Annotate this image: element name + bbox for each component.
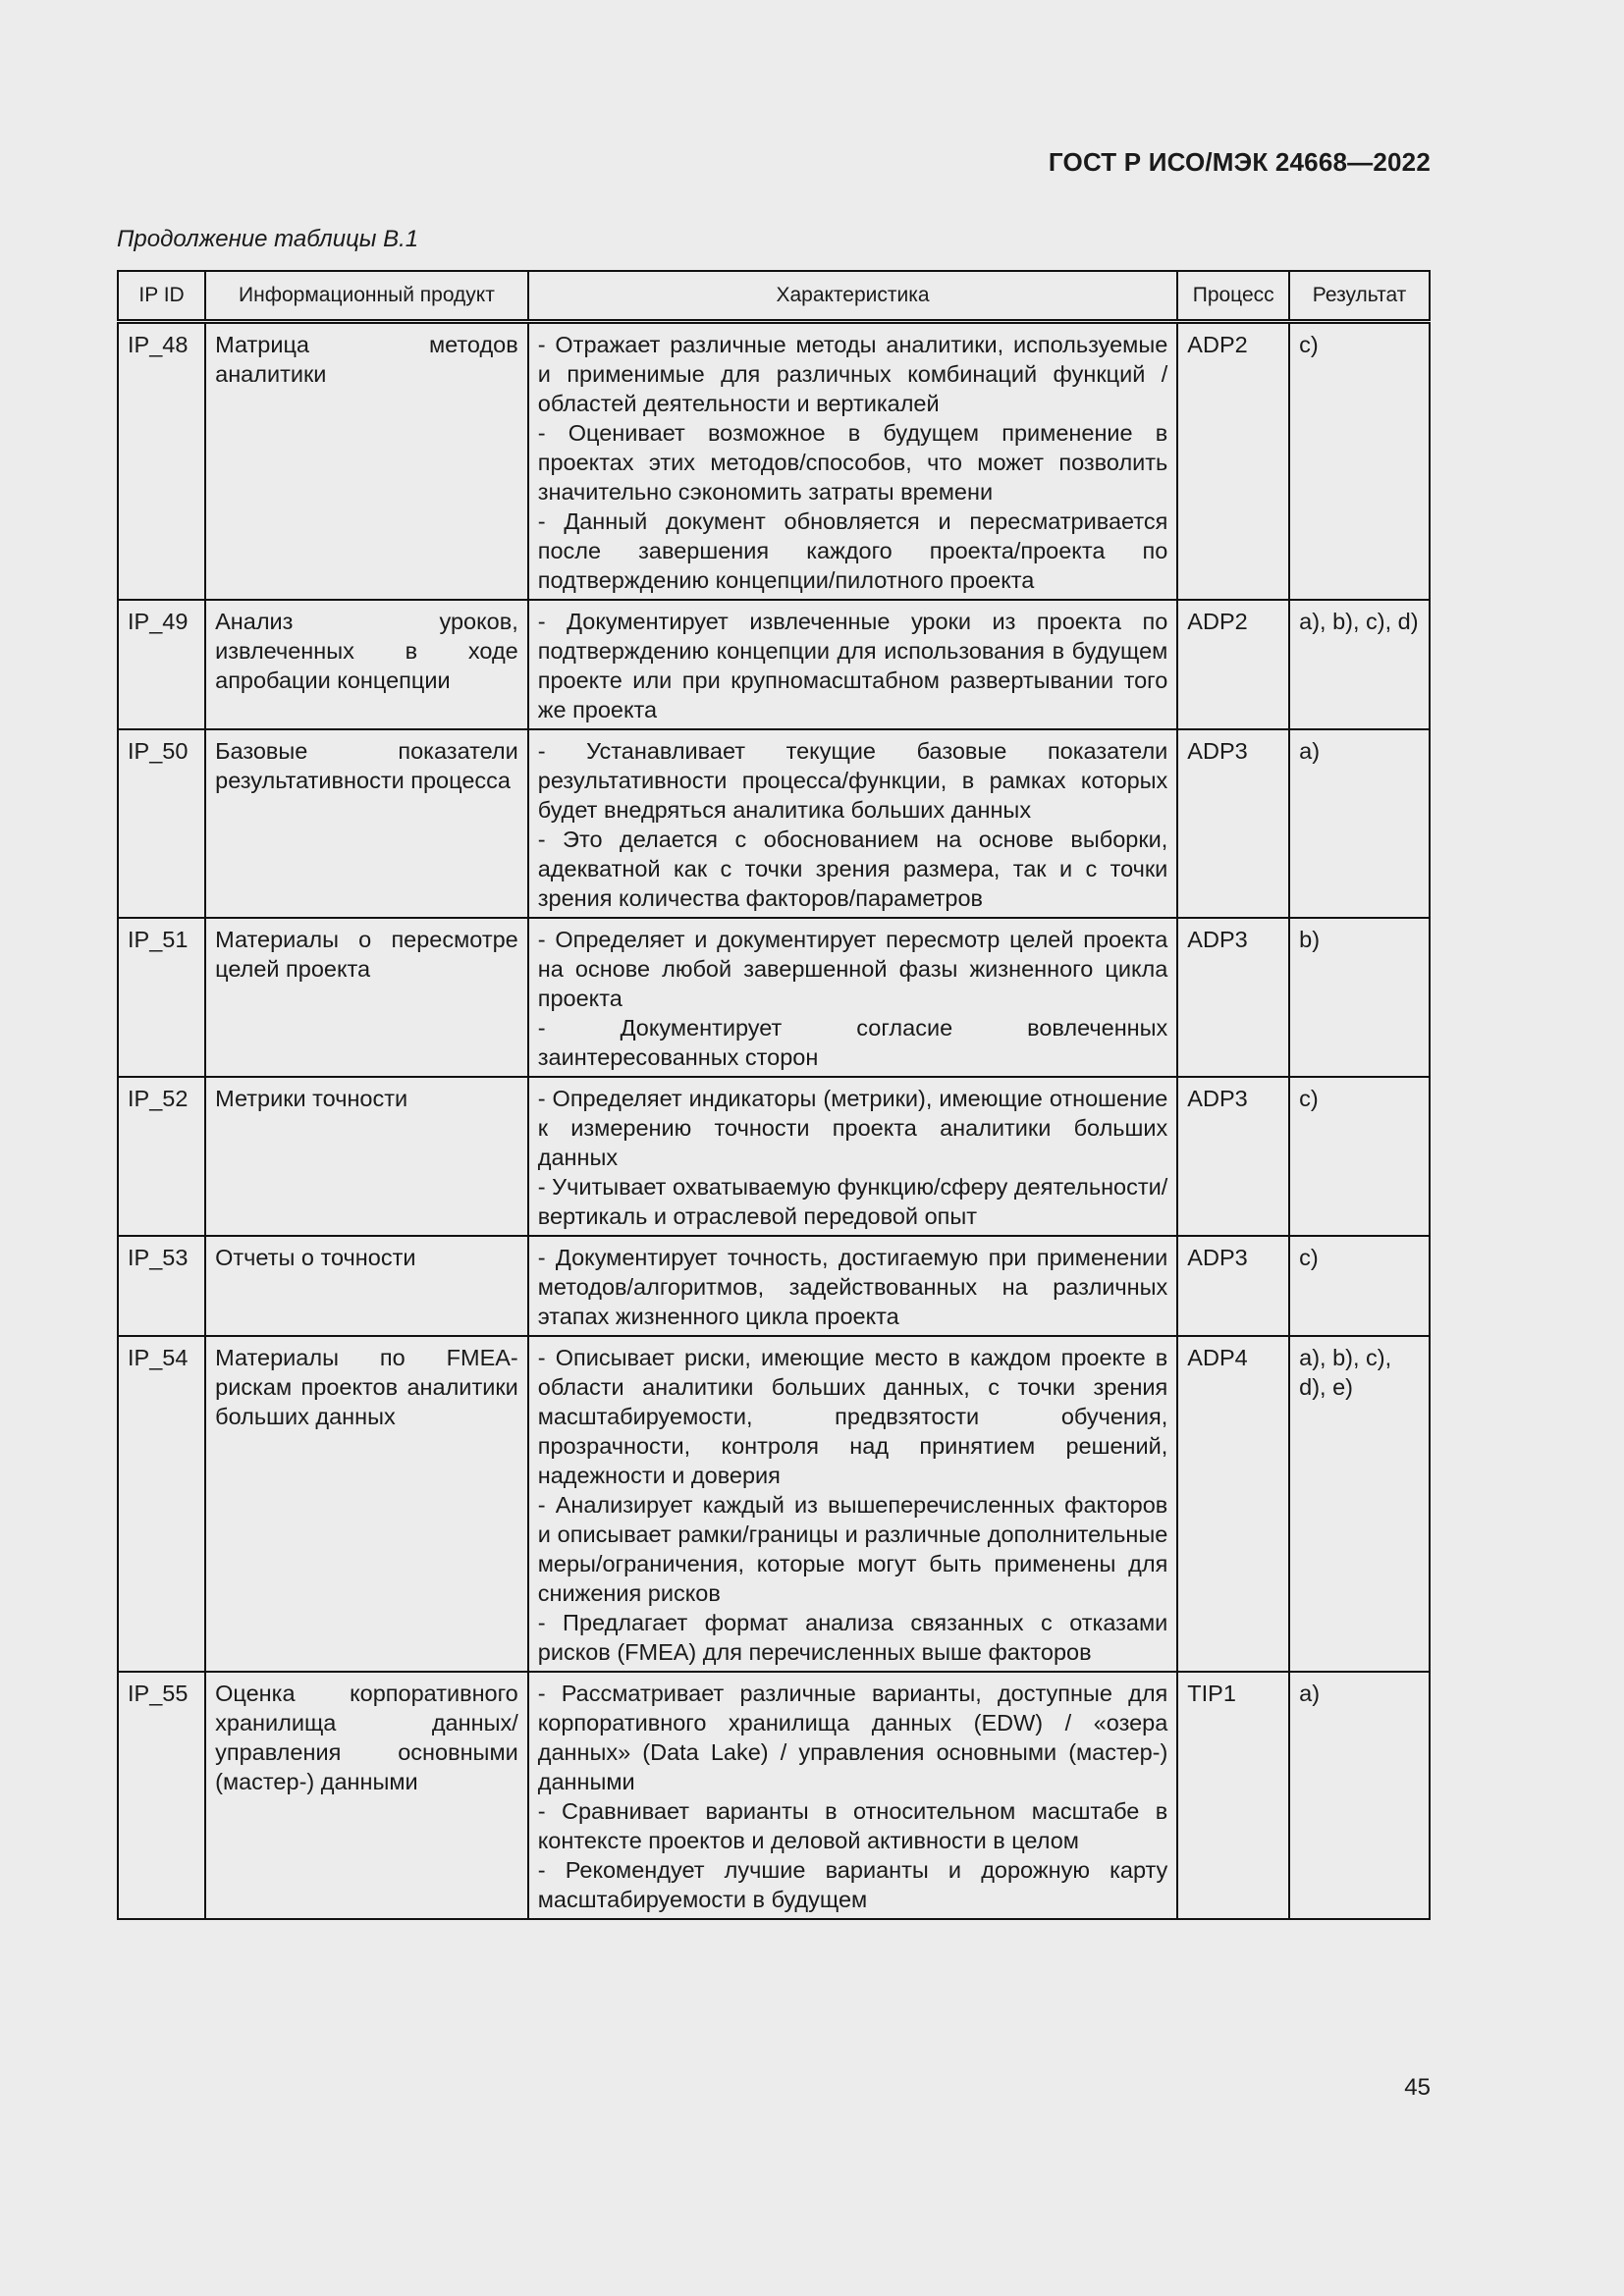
characteristic-item: - Документирует извлеченные уроки из проекта по подтверждению концепции для использования в будущем проекте или при крупномасштабном развертывании того же проекта: [537, 609, 1168, 722]
table-row: [118, 322, 1430, 601]
characteristic-item: - Документирует согласие вовлеченных заинтересованных сторон: [537, 1015, 1168, 1070]
process-cell: ADP3: [1177, 729, 1289, 918]
ip-id-cell: IP_50: [118, 729, 205, 918]
process-cell: ADP2: [1177, 600, 1289, 729]
characteristic-cell: [528, 1236, 1178, 1336]
table-row: [118, 1077, 1430, 1236]
characteristic-cell: [528, 918, 1178, 1077]
result-cell: a): [1289, 1672, 1430, 1919]
characteristic-item: - Определяет и документирует пересмотр целей проекта на основе любой завершенной фазы жизненного цикла проекта: [537, 927, 1168, 1011]
characteristic-item: - Рекомендует лучшие варианты и дорожную карту масштабируемости в будущем: [537, 1857, 1168, 1912]
characteristic-item: - Оценивает возможное в будущем применение в проектах этих методов/способов, что может позволить значительно сэкономить затраты времени: [537, 420, 1168, 505]
characteristic-cell: [528, 729, 1178, 918]
column-header-id: IP ID: [118, 271, 205, 322]
characteristic-item: - Данный документ обновляется и пересматривается после завершения каждого проекта/проекта по подтверждению концепции/пилотного проекта: [537, 508, 1168, 593]
product-cell: Метрики точности: [205, 1077, 528, 1236]
characteristic-cell: [528, 1336, 1178, 1672]
ip-id-cell: IP_52: [118, 1077, 205, 1236]
characteristic-item: - Сравнивает варианты в относительном масштабе в контексте проектов и деловой активности в целом: [537, 1798, 1168, 1853]
process-cell: ADP3: [1177, 1236, 1289, 1336]
result-cell: c): [1289, 1236, 1430, 1336]
column-header-result: Результат: [1289, 271, 1430, 322]
product-cell: Матрица методов аналитики: [205, 322, 528, 601]
product-cell: Материалы о пересмотре целей проекта: [205, 918, 528, 1077]
characteristic-cell: [528, 600, 1178, 729]
ip-id-cell: IP_51: [118, 918, 205, 1077]
characteristic-cell: [528, 322, 1178, 601]
result-cell: c): [1289, 322, 1430, 601]
column-header-product: Информационный продукт: [205, 271, 528, 322]
column-header-characteristic: Характеристика: [528, 271, 1178, 322]
result-cell: a): [1289, 729, 1430, 918]
process-cell: ADP2: [1177, 322, 1289, 601]
table-row: [118, 1236, 1430, 1336]
table-row: [118, 918, 1430, 1077]
characteristic-item: - Рассматривает различные варианты, доступные для корпоративного хранилища данных (EDW) / «озера данных» (Data Lake) / управления основными (мастер-) данными: [537, 1681, 1168, 1794]
characteristic-item: - Анализирует каждый из вышеперечисленных факторов и описывает рамки/границы и различные дополнительные меры/ограничения, которые могут быть применены для снижения рисков: [537, 1492, 1168, 1606]
table-body: [118, 322, 1430, 1920]
ip-id-cell: IP_48: [118, 322, 205, 601]
result-cell: b): [1289, 918, 1430, 1077]
info-products-table: [117, 270, 1431, 1920]
characteristic-item: - Устанавливает текущие базовые показатели результативности процесса/функции, в рамках которых будет внедряться аналитика больших данных: [537, 738, 1168, 823]
result-cell: a), b), c), d): [1289, 600, 1430, 729]
characteristic-item: - Определяет индикаторы (метрики), имеющие отношение к измерению точности проекта аналитики больших данных: [537, 1086, 1168, 1170]
ip-id-cell: IP_53: [118, 1236, 205, 1336]
table-header-row: [118, 271, 1430, 322]
product-cell: Отчеты о точности: [205, 1236, 528, 1336]
product-cell: Материалы по FMEA-рискам проектов аналитики больших данных: [205, 1336, 528, 1672]
document-code: ГОСТ Р ИСО/МЭК 24668—2022: [1048, 147, 1431, 177]
process-cell: ADP3: [1177, 918, 1289, 1077]
table-row: [118, 1672, 1430, 1919]
result-cell: a), b), c), d), e): [1289, 1336, 1430, 1672]
process-cell: TIP1: [1177, 1672, 1289, 1919]
table-row: [118, 1336, 1430, 1672]
table-caption: Продолжение таблицы В.1: [117, 226, 419, 252]
column-header-process: Процесс: [1177, 271, 1289, 322]
characteristic-cell: [528, 1672, 1178, 1919]
table-row: [118, 729, 1430, 918]
characteristic-item: - Описывает риски, имеющие место в каждом проекте в области аналитики больших данных, с точки зрения масштабируемости, предвзятости обучения, прозрачности, контроля над принятием решений, надежности и доверия: [537, 1345, 1168, 1488]
characteristic-item: - Это делается с обоснованием на основе выборки, адекватной как с точки зрения размера, так и с точки зрения количества факторов/параметров: [537, 827, 1168, 911]
page-number: 45: [1404, 2074, 1431, 2101]
ip-id-cell: IP_55: [118, 1672, 205, 1919]
characteristic-item: - Предлагает формат анализа связанных с отказами рисков (FMEA) для перечисленных выше факторов: [537, 1610, 1168, 1665]
process-cell: ADP3: [1177, 1077, 1289, 1236]
product-cell: Анализ уроков, извлеченных в ходе апробации концепции: [205, 600, 528, 729]
result-cell: c): [1289, 1077, 1430, 1236]
ip-id-cell: IP_54: [118, 1336, 205, 1672]
characteristic-item: - Документирует точность, достигаемую при применении методов/алгоритмов, задействованных на различных этапах жизненного цикла проекта: [537, 1245, 1168, 1329]
product-cell: Оценка корпоративного хранилища данных/ управления основными (мастер-) данными: [205, 1672, 528, 1919]
characteristic-item: - Отражает различные методы аналитики, используемые и применимые для различных комбинаций функций / областей деятельности и вертикалей: [537, 332, 1168, 416]
product-cell: Базовые показатели результативности процесса: [205, 729, 528, 918]
ip-id-cell: IP_49: [118, 600, 205, 729]
characteristic-item: - Учитывает охватываемую функцию/сферу деятельности/вертикаль и отраслевой передовой опыт: [537, 1174, 1168, 1229]
process-cell: ADP4: [1177, 1336, 1289, 1672]
table-row: [118, 600, 1430, 729]
characteristic-cell: [528, 1077, 1178, 1236]
